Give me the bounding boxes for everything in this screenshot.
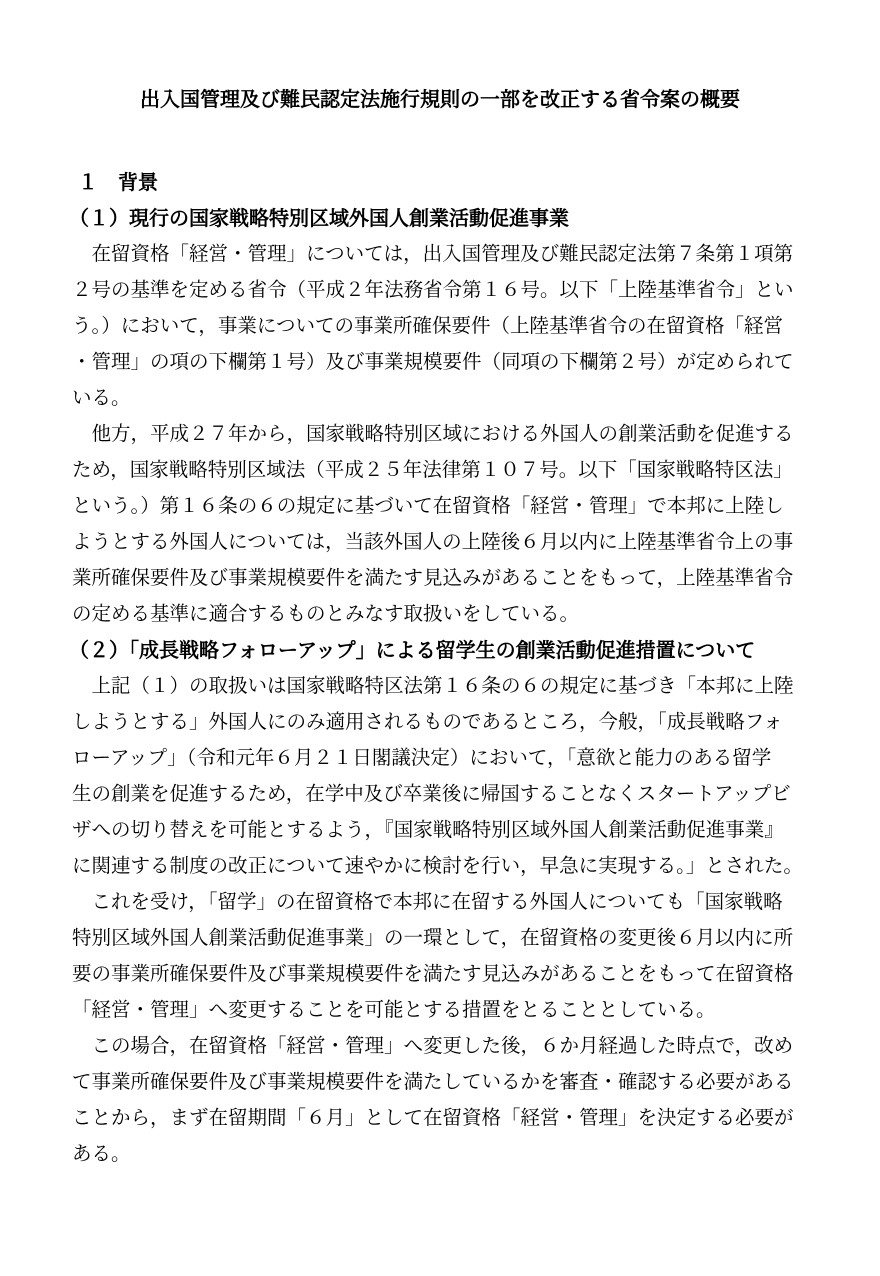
paragraph	[0, 236, 880, 416]
text-line: いる。	[72, 386, 131, 409]
text-line: の定める基準に適合するものとみなす取扱いをしている。	[72, 602, 580, 625]
document-body	[0, 164, 880, 1172]
text-line: 要の事業所確保要件及び事業規模要件を満たす見込みがあることをもって在留資格	[72, 962, 794, 985]
text-line: 特別区域外国人創業活動促進事業」の一環として，在留資格の変更後６月以内に所	[72, 926, 794, 949]
text-line: に関連する制度の改正について速やかに検討を行い，早急に実現する。」とされた。	[72, 854, 803, 877]
paragraph	[0, 416, 880, 632]
text-line: この場合，在留資格「経営・管理」へ変更した後，６か月経過した時点で，改め	[72, 1034, 794, 1057]
paragraph	[0, 1028, 880, 1172]
text-line: ザへの切り替えを可能とするよう，『国家戦略特別区域外国人創業活動促進事業』	[72, 818, 784, 841]
text-line: 生の創業を促進するため，在学中及び卒業後に帰国することなくスタートアップビ	[72, 782, 791, 805]
text-line: ことから，まず在留期間「６月」として在留資格「経営・管理」を決定する必要が	[72, 1106, 794, 1129]
text-line: ため，国家戦略特別区域法（平成２５年法律第１０７号。以下「国家戦略特区法」	[72, 458, 793, 481]
text-line: ・管理」の項の下欄第１号）及び事業規模要件（同項の下欄第２号）が定められて	[72, 350, 794, 373]
text-line: て事業所確保要件及び事業規模要件を満たしているかを審査・確認する必要がある	[72, 1070, 794, 1093]
document-title: 出入国管理及び難民認定法施行規則の一部を改正する省令案の概要	[140, 87, 740, 111]
subsection-2-heading: （２）「成長戦略フォローアップ」による留学生の創業活動促進措置について	[69, 638, 756, 662]
text-line: 業所確保要件及び事業規模要件を満たす見込みがあることをもって，上陸基準省令	[72, 566, 794, 589]
text-line: 「経営・管理」へ変更することを可能とする措置をとることとしている。	[72, 998, 716, 1021]
text-line: ようとする外国人については，当該外国人の上陸後６月以内に上陸基準省令上の事	[72, 530, 794, 553]
text-line: 他方，平成２７年から，国家戦略特別区域における外国人の創業活動を促進する	[72, 422, 794, 445]
text-line: という。）第１６条の６の規定に基づいて在留資格「経営・管理」で本邦に上陸し	[72, 494, 784, 517]
section-heading-background: １ 背景	[78, 170, 158, 194]
text-line: ローアップ」（令和元年６月２１日閣議決定）において，「意欲と能力のある留学	[72, 746, 772, 769]
text-line: 上記（１）の取扱いは国家戦略特区法第１６条の６の規定に基づき「本邦に上陸	[72, 674, 794, 697]
text-line: これを受け，「留学」の在留資格で本邦に在留する外国人についても「国家戦略	[72, 890, 783, 913]
text-line: ある。	[72, 1142, 131, 1165]
text-line: ２号の基準を定める省令（平成２年法務省令第１６号。以下「上陸基準省令」とい	[72, 278, 794, 301]
paragraph	[0, 668, 880, 884]
text-line: 在留資格「経営・管理」については，出入国管理及び難民認定法第７条第１項第	[72, 242, 794, 265]
paragraph	[0, 884, 880, 1028]
subsection-1-heading: （１）現行の国家戦略特別区域外国人創業活動促進事業	[69, 206, 569, 230]
text-line: しようとする」外国人にのみ適用されるものであるところ，今般，「成長戦略フォ	[72, 710, 783, 733]
text-line: う。）において，事業についての事業所確保要件（上陸基準省令の在留資格「経営	[72, 314, 783, 337]
